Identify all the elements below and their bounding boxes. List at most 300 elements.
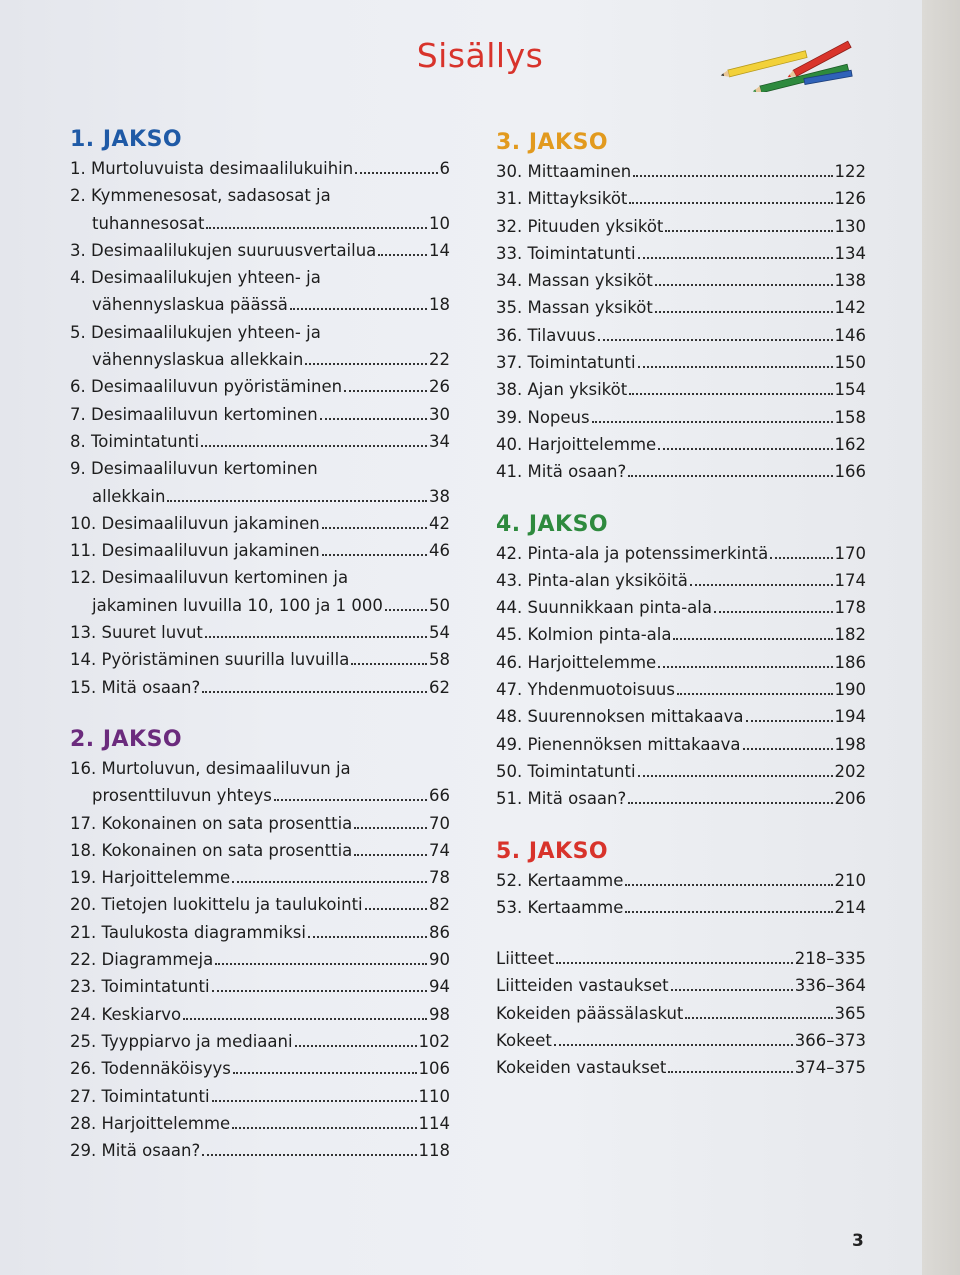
toc-entry[interactable]: [70, 919, 450, 946]
dot-leader: [638, 775, 833, 777]
toc-entry[interactable]: [496, 240, 866, 267]
toc-entry-title: 36. Tilavuus: [496, 325, 596, 345]
toc-entry-line: [70, 592, 450, 619]
dot-leader: [592, 421, 833, 423]
toc-entry-title: 33. Toimintatunti: [496, 243, 636, 263]
toc-entry-line: [70, 646, 450, 673]
toc-entry-page: 138: [834, 271, 866, 291]
toc-entry[interactable]: [70, 810, 450, 837]
dot-leader: [629, 202, 832, 204]
toc-entry[interactable]: [70, 1055, 450, 1082]
toc-entry-line: [70, 373, 450, 400]
toc-entry[interactable]: [496, 185, 866, 212]
dot-leader: [556, 962, 793, 964]
dot-leader: [354, 854, 427, 856]
dot-leader: [351, 663, 427, 665]
toc-entry[interactable]: [70, 455, 450, 510]
toc-entry-page: 182: [834, 625, 866, 645]
toc-entry-page: 90: [429, 950, 450, 970]
toc-entry[interactable]: [70, 510, 450, 537]
toc-entry-line: [70, 428, 450, 455]
toc-entry[interactable]: [496, 649, 866, 676]
toc-entry-line: [496, 158, 866, 185]
toc-entry[interactable]: [70, 837, 450, 864]
toc-entry-title: 10. Desimaaliluvun jakaminen: [70, 513, 320, 533]
toc-entry-title: 32. Pituuden yksiköt: [496, 216, 664, 236]
toc-entry-title: 43. Pinta-alan yksiköitä: [496, 570, 688, 590]
toc-entry-title: 17. Kokonainen on sata prosenttia: [70, 813, 353, 833]
dot-leader: [638, 257, 833, 259]
toc-entry-line: [496, 594, 866, 621]
toc-entry-page: 70: [429, 813, 450, 833]
dot-leader: [274, 799, 427, 801]
toc-entry-page: 194: [834, 707, 866, 727]
dot-leader: [201, 445, 427, 447]
toc-entry-title: 53. Kertaamme: [496, 897, 624, 917]
toc-entry-line: [70, 1055, 450, 1082]
toc-entry-page: 82: [429, 895, 450, 915]
dot-leader: [665, 230, 832, 232]
toc-entry-page: 178: [834, 598, 866, 618]
toc-entry-page: 66: [429, 786, 450, 806]
toc-entry-line: [70, 864, 450, 891]
toc-entry[interactable]: [70, 1001, 450, 1028]
toc-entry-title: 41. Mitä osaan?: [496, 462, 627, 482]
dot-leader: [167, 500, 427, 502]
toc-entry-line: [496, 894, 866, 921]
dot-leader: [212, 1100, 417, 1102]
toc-entry-line: [496, 213, 866, 240]
toc-entry-page: 54: [429, 623, 450, 643]
toc-entry-page: 10: [429, 213, 450, 233]
toc-entry-page: 14: [429, 240, 450, 260]
toc-entry-title: 51. Mitä osaan?: [496, 789, 627, 809]
toc-entry-page: 202: [834, 761, 866, 781]
toc-entry[interactable]: [496, 785, 866, 812]
toc-entry[interactable]: [496, 867, 866, 894]
section-gap: [496, 921, 866, 945]
toc-entry-line: [496, 867, 866, 894]
toc-entry-title: 39. Nopeus: [496, 407, 590, 427]
toc-entry[interactable]: [496, 431, 866, 458]
toc-entry-line: [70, 1028, 450, 1055]
dot-leader: [714, 611, 833, 613]
toc-entry-line: [70, 182, 450, 209]
dot-leader: [629, 393, 832, 395]
toc-entry[interactable]: [70, 755, 450, 810]
toc-entry-page: 106: [418, 1059, 450, 1079]
section-heading: 5. JAKSO: [496, 838, 609, 864]
dot-leader: [677, 693, 833, 695]
toc-entry-title: 15. Mitä osaan?: [70, 677, 201, 697]
toc-entry-page: 50: [429, 595, 450, 615]
toc-entry[interactable]: [70, 237, 450, 264]
toc-entry[interactable]: [496, 213, 866, 240]
toc-entry-line: [70, 210, 450, 237]
toc-entry-title-continued: tuhannesosat: [92, 213, 205, 233]
toc-entry-line: [496, 972, 866, 999]
section-gap: [70, 701, 450, 725]
toc-entry-page: 62: [429, 677, 450, 697]
dot-leader: [322, 527, 427, 529]
toc-entry-page: 30: [429, 404, 450, 424]
toc-entry-page: 42: [429, 513, 450, 533]
toc-entry-page: 74: [429, 840, 450, 860]
dot-leader: [685, 1017, 832, 1019]
toc-entry-line: [70, 1083, 450, 1110]
dot-leader: [232, 881, 427, 883]
toc-entry-line: [70, 291, 450, 318]
toc-left-column: [70, 125, 450, 1164]
dot-leader: [633, 175, 832, 177]
toc-entry-page: 374–375: [794, 1058, 866, 1078]
toc-entry-title: 14. Pyöristäminen suurilla luvuilla: [70, 650, 350, 670]
toc-entry[interactable]: [70, 619, 450, 646]
toc-entry[interactable]: [70, 946, 450, 973]
toc-entry-title: 37. Toimintatunti: [496, 353, 636, 373]
toc-entry[interactable]: [70, 1083, 450, 1110]
toc-entry-title: 30. Mittaaminen: [496, 162, 632, 181]
toc-entry-page: 98: [429, 1004, 450, 1024]
toc-entry-page: 122: [834, 162, 866, 181]
dot-leader: [320, 418, 427, 420]
toc-entry-page: 214: [834, 897, 866, 917]
dot-leader: [322, 554, 427, 556]
dot-leader: [385, 609, 427, 611]
toc-entry-line: [496, 458, 866, 485]
toc-entry-page: 34: [429, 431, 450, 451]
dot-leader: [232, 1127, 416, 1129]
toc-entry-title-continued: prosenttiluvun yhteys: [92, 786, 272, 806]
toc-entry-title: 23. Toimintatunti: [70, 977, 210, 997]
toc-entry-title: 25. Tyyppiarvo ja mediaani: [70, 1031, 293, 1051]
toc-entry-page: 130: [834, 216, 866, 236]
toc-entry-line: [70, 483, 450, 510]
toc-entry-title: 9. Desimaaliluvun kertominen: [70, 459, 318, 479]
toc-entry-line: [70, 510, 450, 537]
toc-entry-line: [70, 401, 450, 428]
toc-entry[interactable]: [496, 267, 866, 294]
toc-entry[interactable]: [70, 1110, 450, 1137]
toc-entry-title: 5. Desimaalilukujen yhteen- ja: [70, 322, 321, 342]
dot-leader: [212, 990, 427, 992]
toc-entry-line: [496, 1027, 866, 1054]
toc-entry-page: 126: [834, 189, 866, 209]
toc-entry-title: 49. Pienennöksen mittakaava: [496, 734, 741, 754]
dot-leader: [770, 557, 832, 559]
toc-entry-line: [70, 891, 450, 918]
toc-entry-line: [496, 1054, 866, 1081]
toc-entry-line: [496, 240, 866, 267]
toc-entry-title: 24. Keskiarvo: [70, 1004, 182, 1024]
section-heading: 3. JAKSO: [496, 130, 609, 155]
dot-leader: [625, 911, 832, 913]
dot-leader: [205, 636, 427, 638]
toc-entry-title: 48. Suurennoksen mittakaava: [496, 707, 744, 727]
toc-entry-title: 52. Kertaamme: [496, 870, 624, 890]
toc-entry-line: [496, 703, 866, 730]
toc-entry-title: 20. Tietojen luokittelu ja taulukointi: [70, 895, 363, 915]
section-heading: 2. JAKSO: [70, 726, 183, 752]
toc-entry-title: 27. Toimintatunti: [70, 1086, 210, 1106]
toc-entry-title: 13. Suuret luvut: [70, 623, 203, 643]
toc-entry[interactable]: [70, 537, 450, 564]
dot-leader: [746, 720, 833, 722]
toc-entry-title: 44. Suunnikkaan pinta-ala: [496, 598, 712, 618]
toc-entry[interactable]: [496, 894, 866, 921]
toc-entry-page: 118: [418, 1141, 450, 1161]
toc-entry-page: 210: [834, 870, 866, 890]
toc-entry-title: 19. Harjoittelemme: [70, 868, 231, 888]
toc-entry-line: [496, 945, 866, 972]
dot-leader: [658, 448, 832, 450]
toc-entry-page: 158: [834, 407, 866, 427]
toc-entry-line: [496, 1000, 866, 1027]
dot-leader: [206, 227, 427, 229]
toc-entry-title: 16. Murtoluvun, desimaaliluvun ja: [70, 758, 351, 778]
toc-entry[interactable]: [70, 401, 450, 428]
toc-entry[interactable]: [70, 674, 450, 701]
toc-entry-page: 365: [834, 1003, 866, 1023]
toc-entry-title: 1. Murtoluvuista desimaalilukuihin: [70, 159, 354, 178]
toc-entry-page: 150: [834, 353, 866, 373]
pencils-icon: [716, 40, 856, 92]
dot-leader: [354, 827, 427, 829]
toc-entry-page: 38: [429, 486, 450, 506]
toc-entry[interactable]: [496, 1054, 866, 1081]
toc-entry-page: 94: [429, 977, 450, 997]
toc-entry-title: 45. Kolmion pinta-ala: [496, 625, 672, 645]
toc-entry-title: Liitteiden vastaukset: [496, 976, 669, 996]
toc-entry-title-continued: jakaminen luvuilla 10, 100 ja 1 000: [92, 595, 383, 615]
toc-entry-page: 206: [834, 789, 866, 809]
toc-entry-title: Kokeiden päässälaskut: [496, 1003, 684, 1023]
toc-entry-line: [496, 731, 866, 758]
toc-entry-title: 26. Todennäköisyys: [70, 1059, 231, 1079]
toc-entry-title: 50. Toimintatunti: [496, 761, 636, 781]
toc-entry[interactable]: [496, 594, 866, 621]
dot-leader: [295, 1045, 417, 1047]
dot-leader: [365, 908, 427, 910]
toc-entry-title: 40. Harjoittelemme: [496, 434, 657, 454]
page-title: Sisällys: [416, 36, 544, 75]
toc-right-column: [496, 128, 866, 1082]
toc-entry[interactable]: [496, 404, 866, 431]
toc-entry-page: 190: [834, 680, 866, 700]
toc-entry[interactable]: [496, 945, 866, 972]
dot-leader: [628, 802, 832, 804]
toc-entry-title: 11. Desimaaliluvun jakaminen: [70, 541, 320, 561]
dot-leader: [628, 475, 832, 477]
toc-entry-page: 58: [429, 650, 450, 670]
toc-entry-line: [496, 785, 866, 812]
dot-leader: [690, 584, 833, 586]
dot-leader: [598, 339, 833, 341]
toc-entry-title: Kokeiden vastaukset: [496, 1058, 667, 1078]
toc-entry-line: [496, 267, 866, 294]
toc-entry-page: 26: [429, 377, 450, 397]
toc-entry-title: 34. Massan yksiköt: [496, 271, 653, 291]
toc-entry[interactable]: [70, 1137, 450, 1164]
toc-entry-line: [496, 621, 866, 648]
toc-entry-page: 86: [429, 922, 450, 942]
toc-entry[interactable]: [496, 458, 866, 485]
section-heading: 1. JAKSO: [70, 127, 183, 152]
toc-entry-title: 31. Mittayksiköt: [496, 189, 628, 209]
toc-entry-line: [496, 322, 866, 349]
page-edge: [922, 0, 960, 1275]
toc-entry-line: [496, 185, 866, 212]
toc-entry-line: [496, 349, 866, 376]
dot-leader: [202, 1154, 416, 1156]
toc-entry-page: 6: [439, 159, 450, 178]
toc-entry-line: [496, 758, 866, 785]
toc-entry-line: [70, 755, 450, 782]
toc-entry-page: 218–335: [794, 949, 866, 969]
toc-entry-title: 7. Desimaaliluvun kertominen: [70, 404, 318, 424]
toc-entry[interactable]: [496, 294, 866, 321]
toc-entry-line: [70, 1137, 450, 1164]
dot-leader: [305, 363, 427, 365]
dot-leader: [638, 366, 833, 368]
toc-entry-page: 366–373: [794, 1031, 866, 1051]
toc-entry-title-continued: allekkain: [92, 486, 166, 506]
toc-entry[interactable]: [496, 567, 866, 594]
toc-entry-page: 166: [834, 462, 866, 482]
toc-entry[interactable]: [496, 376, 866, 403]
dot-leader: [344, 390, 427, 392]
section-gap: [496, 486, 866, 510]
toc-entry[interactable]: [70, 564, 450, 619]
dot-leader: [355, 172, 437, 174]
toc-entry[interactable]: [70, 155, 450, 182]
toc-entry-line: [70, 619, 450, 646]
toc-entry-page: 186: [834, 652, 866, 672]
toc-entry-title: 47. Yhdenmuotoisuus: [496, 680, 675, 700]
dot-leader: [308, 936, 427, 938]
toc-entry-title: Kokeet: [496, 1031, 552, 1051]
page-number: 3: [852, 1231, 864, 1251]
dot-leader: [290, 308, 427, 310]
toc-entry-line: [496, 540, 866, 567]
toc-entry-line: [496, 294, 866, 321]
toc-entry-line: [70, 674, 450, 701]
toc-entry-title: 38. Ajan yksiköt: [496, 380, 628, 400]
toc-entry-line: [70, 973, 450, 1000]
dot-leader: [658, 666, 832, 668]
toc-entry[interactable]: [496, 972, 866, 999]
toc-entry-title: 18. Kokonainen on sata prosenttia: [70, 840, 353, 860]
section-heading: 4. JAKSO: [496, 511, 609, 537]
dot-leader: [202, 691, 427, 693]
toc-entry-line: [496, 431, 866, 458]
toc-entry-page: 170: [834, 543, 866, 563]
toc-entry-line: [70, 155, 450, 182]
toc-entry[interactable]: [496, 621, 866, 648]
toc-entry[interactable]: [496, 1027, 866, 1054]
toc-entry-title: 29. Mitä osaan?: [70, 1141, 201, 1161]
toc-entry-title: 8. Toimintatunti: [70, 431, 200, 451]
toc-entry[interactable]: [496, 349, 866, 376]
toc-entry[interactable]: [496, 158, 866, 185]
toc-entry-page: 174: [834, 570, 866, 590]
toc-entry-title: 42. Pinta-ala ja potenssimerkintä: [496, 543, 769, 563]
toc-entry-line: [70, 346, 450, 373]
toc-entry[interactable]: [496, 676, 866, 703]
toc-entry-page: 18: [429, 295, 450, 315]
dot-leader: [655, 311, 833, 313]
toc-entry-line: [70, 837, 450, 864]
toc-entry-line: [496, 404, 866, 431]
toc-entry-line: [496, 376, 866, 403]
toc-entry-title: 46. Harjoittelemme: [496, 652, 657, 672]
dot-leader: [233, 1072, 417, 1074]
toc-entry-line: [70, 564, 450, 591]
toc-entry-line: [70, 919, 450, 946]
toc-entry[interactable]: [70, 1028, 450, 1055]
toc-entry[interactable]: [70, 891, 450, 918]
dot-leader: [655, 284, 833, 286]
toc-entry[interactable]: [70, 264, 450, 319]
toc-entry[interactable]: [70, 319, 450, 374]
toc-entry[interactable]: [496, 322, 866, 349]
toc-entry-title: 35. Massan yksiköt: [496, 298, 653, 318]
dot-leader: [378, 254, 427, 256]
toc-entry-line: [496, 567, 866, 594]
toc-entry-line: [70, 810, 450, 837]
toc-entry[interactable]: [70, 182, 450, 237]
dot-leader: [183, 1018, 427, 1020]
toc-entry[interactable]: [496, 703, 866, 730]
dot-leader: [215, 963, 427, 965]
dot-leader: [673, 638, 832, 640]
toc-entry-page: 102: [418, 1031, 450, 1051]
toc-entry-title: 28. Harjoittelemme: [70, 1113, 231, 1133]
toc-entry-line: [70, 946, 450, 973]
toc-entry[interactable]: [496, 758, 866, 785]
toc-entry-line: [70, 455, 450, 482]
toc-entry-page: 146: [834, 325, 866, 345]
toc-entry-title-continued: vähennyslaskua allekkain: [92, 350, 304, 370]
toc-entry-title: 3. Desimaalilukujen suuruusvertailua: [70, 240, 377, 260]
toc-entry-title: 2. Kymmenesosat, sadasosat ja: [70, 186, 331, 206]
toc-entry-title: 6. Desimaaliluvun pyöristäminen: [70, 377, 343, 397]
toc-entry[interactable]: [496, 731, 866, 758]
toc-entry-page: 114: [418, 1113, 450, 1133]
toc-entry-title: 12. Desimaaliluvun kertominen ja: [70, 568, 349, 588]
toc-entry-page: 22: [429, 350, 450, 370]
toc-entry[interactable]: [70, 864, 450, 891]
toc-entry-line: [70, 1110, 450, 1137]
toc-entry[interactable]: [70, 646, 450, 673]
toc-entry[interactable]: [70, 373, 450, 400]
toc-entry-page: 134: [834, 243, 866, 263]
toc-entry-page: 46: [429, 541, 450, 561]
toc-entry-line: [70, 537, 450, 564]
dot-leader: [671, 989, 793, 991]
toc-entry[interactable]: [70, 973, 450, 1000]
dot-leader: [554, 1044, 793, 1046]
toc-entry[interactable]: [70, 428, 450, 455]
toc-entry-title: Liitteet: [496, 949, 555, 969]
toc-entry-line: [70, 237, 450, 264]
toc-entry-page: 110: [418, 1086, 450, 1106]
toc-entry-page: 162: [834, 434, 866, 454]
toc-entry[interactable]: [496, 540, 866, 567]
dot-leader: [668, 1071, 792, 1073]
dot-leader: [625, 884, 832, 886]
toc-entry[interactable]: [496, 1000, 866, 1027]
